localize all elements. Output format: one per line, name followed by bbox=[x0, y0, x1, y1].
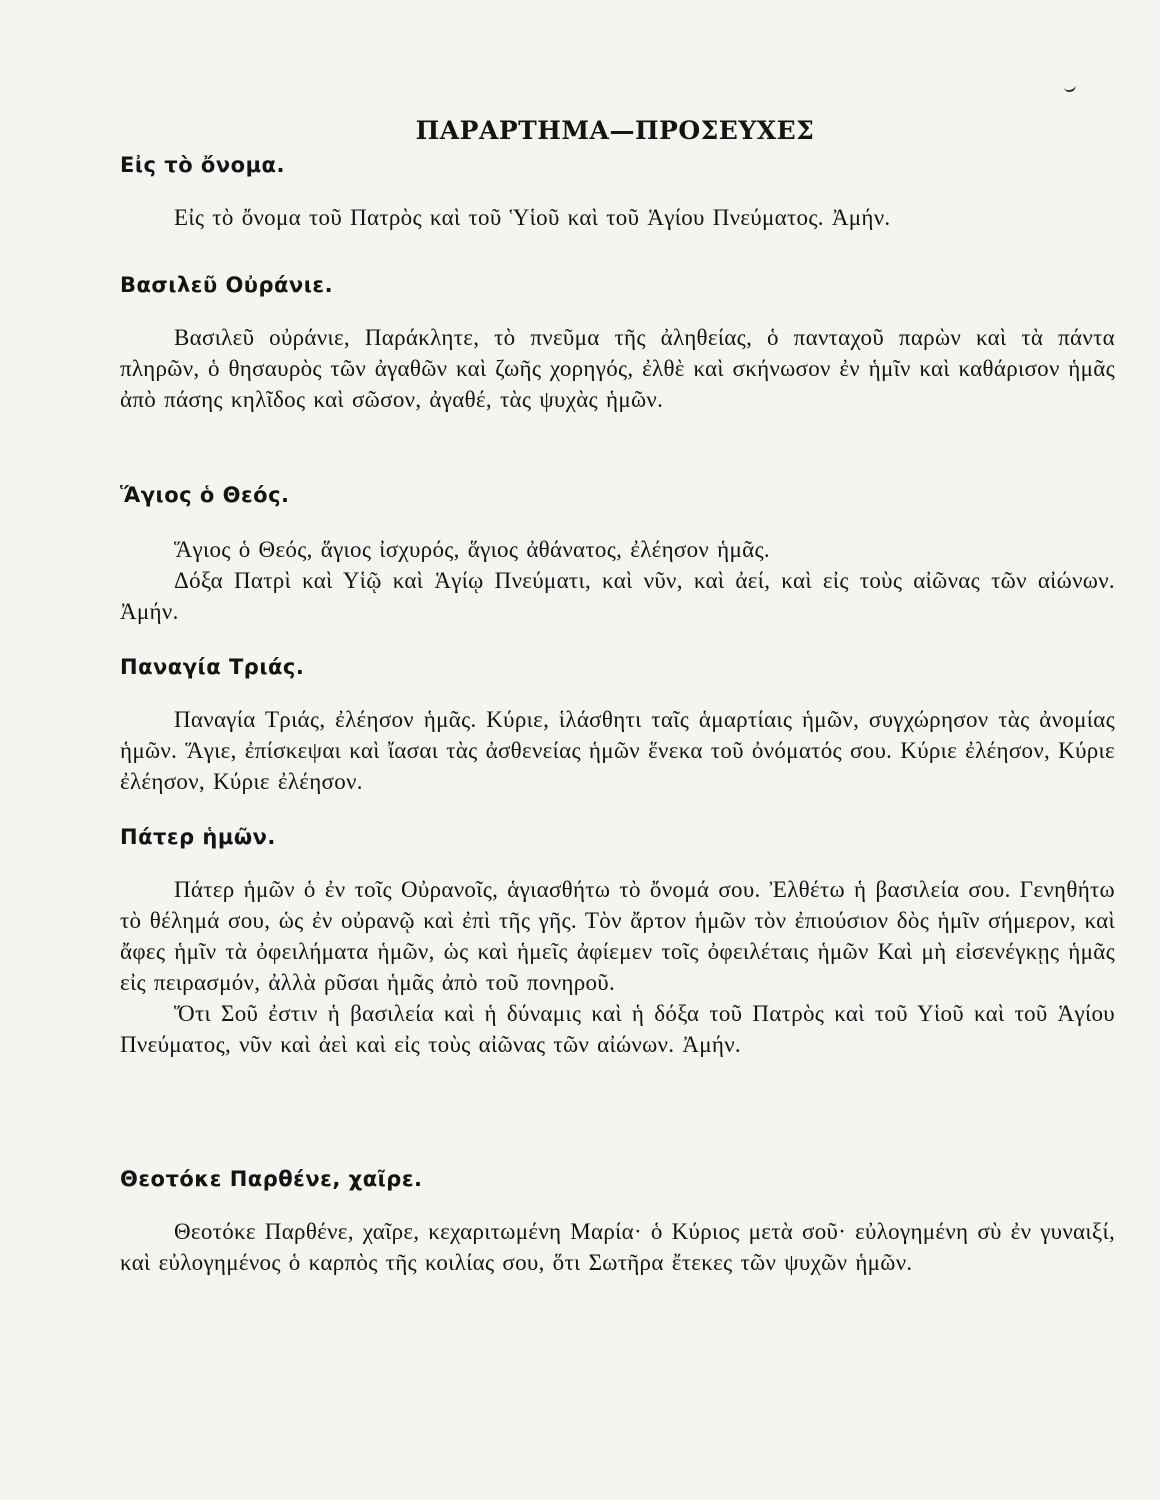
prayer-paragraph: Δόξα Πατρὶ καὶ Υἱῷ καὶ Ἁγίῳ Πνεύματι, καὶ νῦν, καὶ ἀεί, καὶ εἰς τοὺς αἰῶνας τῶν αἰώνων. Ἀμήν. bbox=[120, 568, 1115, 624]
section-heading: Θεοτόκε Παρθένε, χαῖρε. bbox=[120, 1167, 423, 1191]
prayer-paragraph: Πάτερ ἡμῶν ὁ ἐν τοῖς Οὐρανοῖς, ἁγιασθήτω τὸ ὄνομά σου. Ἐλθέτω ἡ βασιλεία σου. Γενηθήτω τὸ θέλημά σου, ὡς ἐν οὐρανῷ καὶ ἐπὶ τῆς γῆς. Τὸν ἄρτον ἡμῶν τὸν ἐπιούσιον δὸς ἡμῖν σήμερον, καὶ ἄφες ἡμῖν τὰ ὀφειλήματα ἡμῶν, ὡς καὶ ἡμεῖς ἀφίεμεν τοῖς ὀφειλέταις ἡμῶν Καὶ μὴ εἰσενέγκῃς ἡμᾶς εἰς πειρασμόν, ἀλλὰ ρῦσαι ἡμᾶς ἀπὸ τοῦ πονηροῦ. bbox=[120, 877, 1115, 995]
section-theotokos bbox=[120, 1164, 1115, 1278]
prayer-paragraph: Εἰς τὸ ὄνομα τοῦ Πατρὸς καὶ τοῦ Ὑἱοῦ καὶ τοῦ Ἁγίου Πνεύματος. Ἀμήν. bbox=[174, 205, 891, 230]
prayer-paragraph: Θεοτόκε Παρθένε, χαῖρε, κεχαριτωμένη Μαρία· ὁ Κύριος μετὰ σοῦ· εὐλογημένη σὺ ἐν γυναιξί, καὶ εὐλογημένος ὁ καρπὸς τῆς κοιλίας σου, ὅτι Σωτῆρα ἔτεκες τῶν ψυχῶν ἡμῶν. bbox=[120, 1219, 1115, 1275]
page-title: ΠΑΡΑΡΤΗΜΑ—ΠΡΟΣΕΥΧΕΣ bbox=[415, 116, 815, 145]
prayer-paragraph: Ὅτι Σοῦ ἐστιν ἡ βασιλεία καὶ ἡ δύναμις καὶ ἡ δόξα τοῦ Πατρὸς καὶ τοῦ Υἱοῦ καὶ τοῦ Ἁγίου Πνεύματος, νῦν καὶ ἀεὶ καὶ εἰς τοὺς αἰῶνας τῶν αἰώνων. Ἀμήν. bbox=[120, 1001, 1115, 1057]
section-holy-god bbox=[120, 480, 1115, 627]
section-our-father bbox=[120, 822, 1115, 1060]
prayer-paragraph: Ἅγιος ὁ Θεός, ἅγιος ἰσχυρός, ἅγιος ἀθάνατος, ἐλέησον ἡμᾶς. bbox=[174, 537, 770, 562]
section-heading: Εἰς τὸ ὄνομα. bbox=[120, 153, 285, 177]
prayer-paragraph: Παναγία Τριάς, ἐλέησον ἡμᾶς. Κύριε, ἱλάσθητι ταῖς ἁμαρτίαις ἡμῶν, συγχώρησον τὰς ἀνομίας ἡμῶν. Ἅγιε, ἐπίσκεψαι καὶ ἴασαι τὰς ἀσθενείας ἡμῶν ἕνεκα τοῦ ὀνόματός σου. Κύριε ἐλέησον, Κύριε ἐλέησον, Κύριε ἐλέησον. bbox=[120, 707, 1115, 794]
prayer-paragraph: Βασιλεῦ οὐράνιε, Παράκλητε, τὸ πνεῦμα τῆς ἀληθείας, ὁ πανταχοῦ παρὼν καὶ τὰ πάντα πληρῶν, ὁ θησαυρὸς τῶν ἀγαθῶν καὶ ζωῆς χορηγός, ἐλθὲ καὶ σκήνωσον ἐν ἡμῖν καὶ καθάρισον ἡμᾶς ἀπὸ πάσης κηλῖδος καὶ σῶσον, ἀγαθέ, τὰς ψυχὰς ἡμῶν. bbox=[120, 325, 1115, 412]
pen-mark bbox=[1063, 83, 1076, 93]
section-holy-trinity bbox=[120, 652, 1115, 797]
section-heading: Βασιλεῦ Οὐράνιε. bbox=[120, 273, 334, 297]
section-heading: Πάτερ ἡμῶν. bbox=[120, 825, 276, 849]
section-heavenly-king bbox=[120, 270, 1115, 415]
section-in-the-name bbox=[120, 150, 1115, 233]
section-heading: Ἅγιος ὁ Θεός. bbox=[120, 483, 290, 507]
section-heading: Παναγία Τριάς. bbox=[120, 655, 305, 679]
